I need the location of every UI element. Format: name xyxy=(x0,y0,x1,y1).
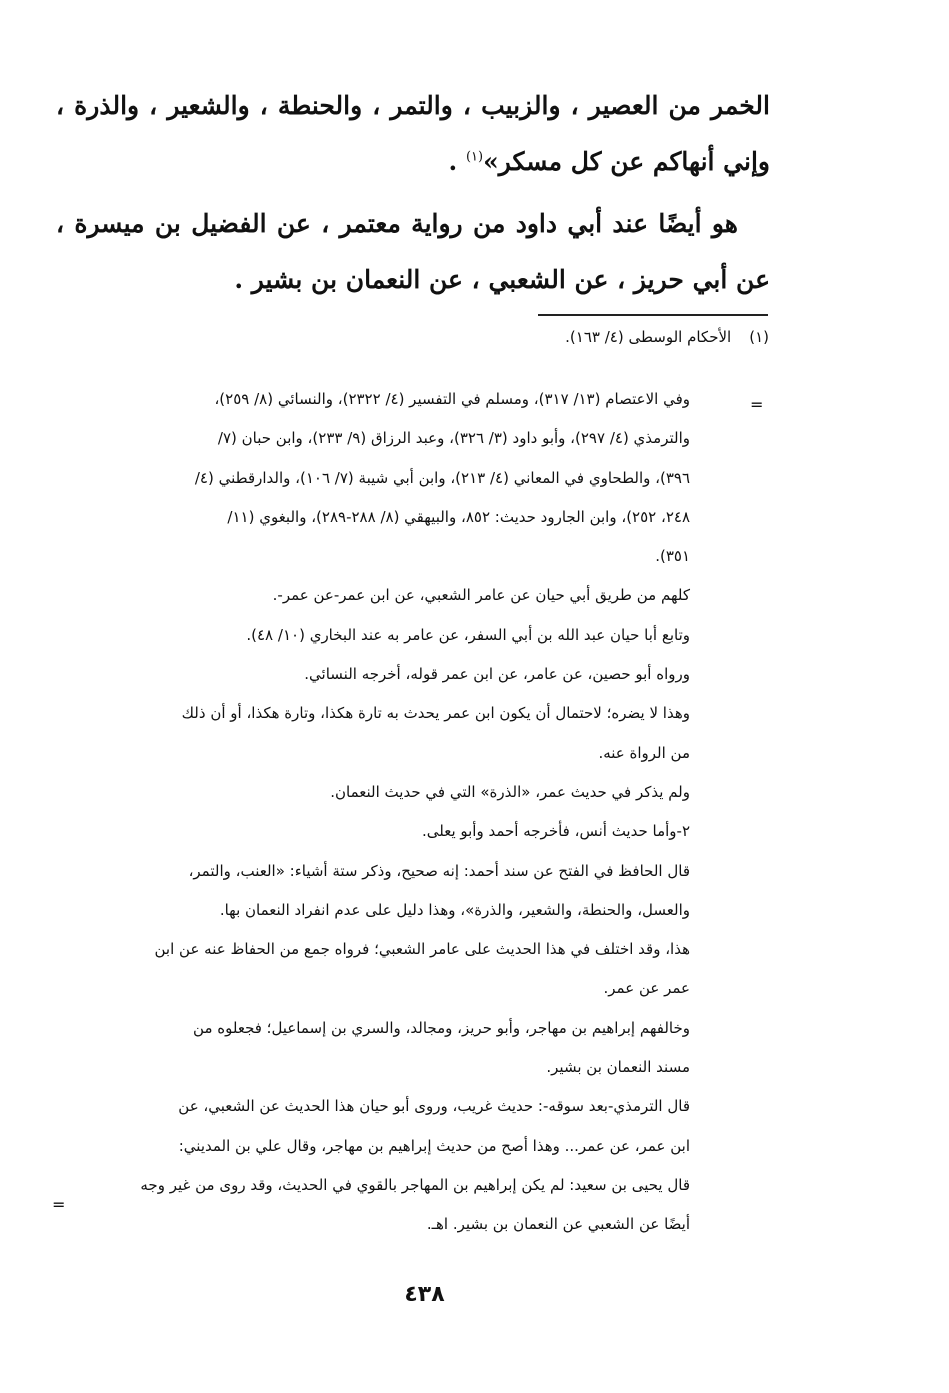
footnote-number: (١) xyxy=(749,328,769,346)
footnote-continuation xyxy=(60,380,690,1245)
main-text xyxy=(56,78,770,308)
continuation-marker-top: = xyxy=(750,395,764,414)
footnote-line: قال يحيى بن سعيد: لم يكن إبراهيم بن المهاجر بالقوي في الحديث، وقد روى من غير وجه xyxy=(140,1175,690,1194)
footnote-line: ورواه أبو حصين، عن عامر، عن ابن عمر قوله، أخرجه النسائي. xyxy=(304,665,690,684)
page-number: ٤٣٨ xyxy=(404,1282,445,1307)
footnote-line: والعسل، والحنطة، والشعير، والذرة»، وهذا دليل على عدم انفراد النعمان بها. xyxy=(219,900,690,919)
footnote-line: ولم يذكر في حديث عمر، «الذرة» التي في حديث النعمان. xyxy=(330,782,690,801)
footnote-line: هذا، وقد اختلف في هذا الحديث على عامر الشعبي؛ فرواه جمع من الحفاظ عنه عن ابن xyxy=(154,940,690,959)
footnote-line: ابن عمر، عن عمر... وهذا أصح من حديث إبراهيم بن مهاجر، وقال علي بن المديني: xyxy=(178,1136,690,1155)
main-paragraph-2: هو أيضًا عند أبي داود من رواية معتمر ، عن الفضيل بن ميسرة ، عن أبي حريز ، عن الشعبي ، عن النعمان بن بشير . xyxy=(56,209,770,294)
footnote-1 xyxy=(69,318,769,356)
main-paragraph-1-end: . xyxy=(448,147,466,176)
footnote-line: ٣٩٦)، والطحاوي في المعاني (٤/ ٢١٣)، وابن أبي شيبة (٧/ ١٠٦)، والدارقطني (٤/ xyxy=(194,468,690,487)
footnote-line: والترمذي (٤/ ٢٩٧)، وأبو داود (٣/ ٣٢٦)، وعبد الرزاق (٩/ ٢٣٣)، وابن حبان (٧/ xyxy=(217,429,690,448)
footnote-line: وخالفهم إبراهيم بن مهاجر، وأبو حريز، ومجالد، والسري بن إسماعيل؛ فجعلوه من xyxy=(193,1018,690,1037)
footnote-separator xyxy=(538,314,768,316)
footnote-line: ٣٥١). xyxy=(655,547,690,566)
continuation-marker-bottom: = xyxy=(52,1195,66,1214)
footnote-line: وهذا لا يضره؛ لاحتمال أن يكون ابن عمر يحدث به تارة هكذا، وتارة هكذا، أو أن ذلك xyxy=(181,704,690,723)
main-paragraph-1-text: الخمر من العصير ، والزبيب ، والتمر ، والحنطة ، والشعير ، والذرة ، وإني أنهاكم عن كل مسكر» xyxy=(56,91,770,176)
footnote-line: مسند النعمان بن بشير. xyxy=(546,1058,690,1077)
footnote-line: ٢٤٨، ٢٥٢)، وابن الجارود حديث: ٨٥٢، والبيهقي (٨/ ٢٨٨-٢٨٩)، والبغوي (١١/ xyxy=(227,507,690,526)
footnote-line: ٢-وأما حديث أنس، فأخرجه أحمد وأبو يعلى. xyxy=(421,822,690,841)
footnote-line: من الرواة عنه. xyxy=(598,743,690,762)
footnote-line: كلهم من طريق أبي حيان عن عامر الشعبي، عن ابن عمر-عن عمر-. xyxy=(272,586,690,605)
footnote-line: وتابع أبا حيان عبد الله بن أبي السفر، عن عامر به عند البخاري (١٠/ ٤٨). xyxy=(246,625,690,644)
footnote-line: عمر عن عمر. xyxy=(603,979,690,998)
footnote-line: وفي الاعتصام (١٣/ ٣١٧)، ومسلم في التفسير (٤/ ٢٣٢٢)، والنسائي (٨/ ٢٥٩)، xyxy=(214,390,690,408)
footnote-line: قال الحافظ في الفتح عن سند أحمد: إنه صحيح، وذكر ستة أشياء: «العنب، والتمر، xyxy=(188,861,690,880)
footnote-reference[interactable]: (١) xyxy=(465,149,484,165)
main-paragraph-1 xyxy=(56,78,770,190)
footnote-line: أيضًا عن الشعبي عن النعمان بن بشير. اهـ. xyxy=(426,1215,690,1234)
footnote-text: الأحكام الوسطى (٤/ ١٦٣). xyxy=(565,328,732,346)
footnote-line: قال الترمذي-بعد سوقه-: حديث غريب، وروى أبو حيان هذا الحديث عن الشعبي، عن xyxy=(178,1097,690,1116)
